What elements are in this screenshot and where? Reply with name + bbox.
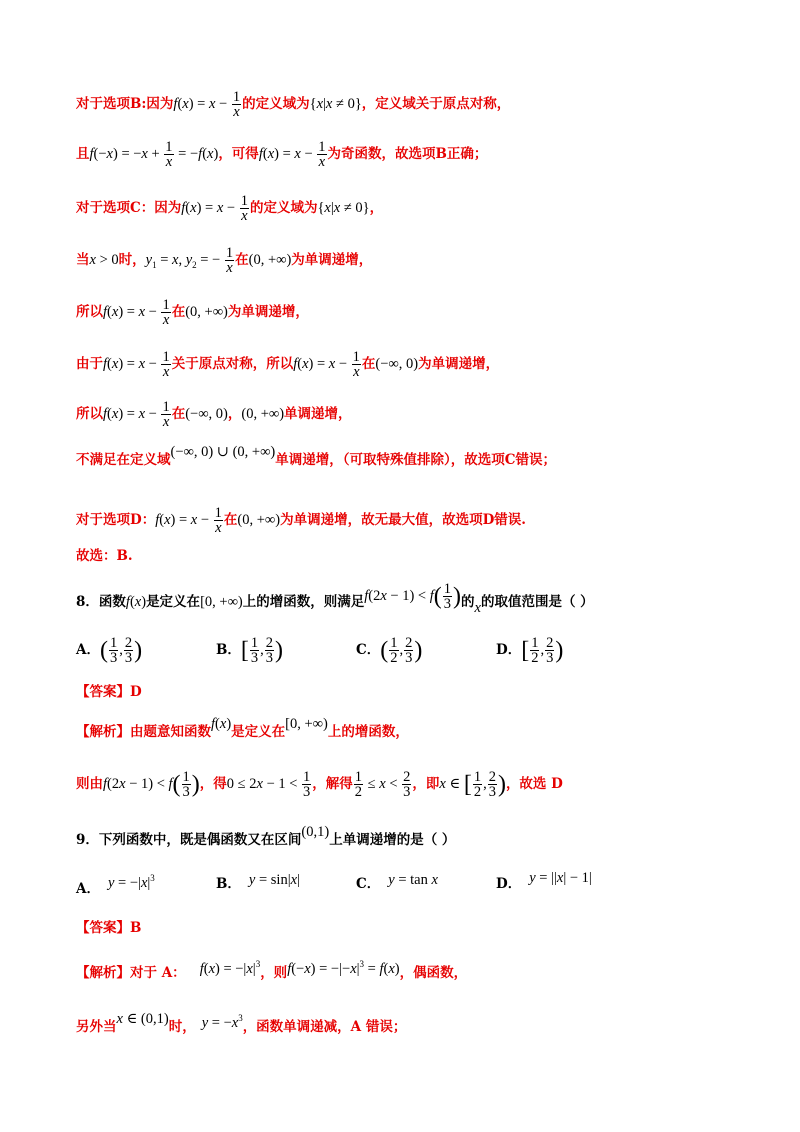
math-formula: f(x) = x − $\frac{1}{x}$	[103, 297, 170, 328]
question-8-option-c: C．( $\frac{1}{2}$ , $\frac{2}{3}$ )	[356, 635, 423, 666]
math-formula: (−∞, 0) ∪ (0, +∞)	[170, 444, 276, 460]
math-formula: $y_1 = x$, $y_2$ = − $\frac{1}{x}$	[145, 245, 234, 276]
question-9-stem: 9．下列函数中，既是偶函数又在区间(0,1)上单调递增的是（ ）	[76, 824, 456, 848]
math-formula: f(x) = x − $\frac{1}{x}$	[258, 139, 326, 170]
math-formula: 0 ≤ 2x − 1 < $\frac{1}{3}$	[226, 769, 311, 800]
text-line: 对于选项B:因为f(x) = x − $\frac{1}{x}$ 的定义域为{x|x ≠ 0}，定义域关于原点对称，	[76, 89, 511, 120]
text-line: 且f(−x) = −x + $\frac{1}{x}$ = −f(x)，可得f(x) = x − $\frac{1}{x}$ 为奇函数，故选项B正确；	[76, 139, 488, 170]
selection-line: 故选：B.	[76, 548, 133, 564]
math-formula: f(x) = x − $\frac{1}{x}$	[103, 399, 170, 430]
math-formula: $f(-x) = -|-x|^3 = f(x)$	[287, 959, 400, 977]
question-9-option-d: D． y = ||x| − 1|	[496, 870, 592, 892]
math-formula: x ∈ [ $\frac{1}{2}$ , $\frac{2}{3}$ )	[439, 769, 506, 800]
math-formula: f(x) = x − $\frac{1}{x}$	[155, 505, 222, 536]
question-9-option-a: A． $y = -|x|^3$	[76, 873, 155, 897]
question-8-analysis: 【解析】由题意知函数f(x)是定义在[0, +∞)上的增函数，	[76, 716, 409, 740]
math-formula: (−∞, 0)	[375, 355, 419, 372]
math-formula: f(2x − 1) < f( $\frac{1}{3}$ )	[103, 769, 200, 800]
math-formula: (−∞, 0)	[185, 405, 228, 422]
math-formula: f(x) = x − $\frac{1}{x}$	[181, 193, 248, 224]
math-formula: f(2x − 1) < f( $\frac{1}{3}$ )	[364, 581, 462, 612]
math-formula: f(x)	[211, 716, 232, 732]
text-line: 所以f(x) = x − $\frac{1}{x}$ 在(−∞, 0)，(0, +∞)单调递增，	[76, 399, 352, 430]
text-line: 当x > 0时，$y_1 = x$, $y_2$ = − $\frac{1}{x}$ 在(0, +∞)为单调递增，	[76, 245, 373, 276]
text-line: 不满足在定义域(−∞, 0) ∪ (0, +∞)单调递增，（可取特殊值排除），故选项C错误；	[76, 444, 556, 468]
math-formula: (0, +∞)	[248, 251, 292, 268]
math-formula: x	[474, 599, 481, 616]
math-formula: (0, +∞)	[237, 511, 281, 528]
math-formula: x > 0	[89, 251, 119, 268]
question-9-analysis: 【解析】对于 A： $f(x) = -|x|^3$，则$f(-x) = -|-x|^3 = f(x)$，偶函数，	[76, 959, 468, 981]
math-formula: [0, +∞)	[200, 593, 243, 610]
math-formula: x ∈ (0,1)	[116, 1010, 169, 1027]
math-formula: f(−x) = −x + $\frac{1}{x}$ = −f(x)	[89, 139, 219, 170]
math-formula: (0, +∞)	[185, 303, 228, 320]
math-formula: f(x)	[125, 593, 147, 610]
math-formula: {x|x ≠ 0}	[309, 95, 362, 112]
math-formula: [0, +∞)	[285, 716, 328, 732]
question-9-option-c: C． y = tan x	[356, 872, 438, 892]
math-formula: $f(x) = -|x|^3$	[199, 959, 261, 977]
math-formula: f(x) = x − $\frac{1}{x}$	[173, 89, 241, 120]
math-formula: $\frac{1}{2}$ ≤ x < $\frac{2}{3}$	[354, 769, 411, 800]
question-9-option-b: B． y = sin|x|	[216, 872, 300, 892]
text-line: 对于选项C：因为f(x) = x − $\frac{1}{x}$ 的定义域为{x|x ≠ 0}，	[76, 193, 384, 224]
question-8-option-a: A．( $\frac{1}{3}$ , $\frac{2}{3}$ )	[76, 635, 143, 666]
question-8-stem: 8．函数f(x)是定义在[0, +∞)上的增函数，则满足f(2x − 1) < f( $\frac{1}{3}$ )的x的取值范围是（ ）	[76, 581, 594, 616]
math-formula: (0,1)	[301, 824, 330, 840]
question-8-option-b: B．[ $\frac{1}{3}$ , $\frac{2}{3}$ )	[216, 635, 284, 666]
math-formula: f(x) = x − $\frac{1}{x}$	[103, 349, 170, 380]
question-8-analysis-2: 则由f(2x − 1) < f( $\frac{1}{3}$ )，得0 ≤ 2x − 1 < $\frac{1}{3}$ ，解得 $\frac{1}{2}$ ≤ x < $\frac{2}{3}$ ，即x ∈ [ $\frac{1}{2}$ , $\frac{2}{3}$ )，故选 D	[76, 769, 563, 800]
math-formula: {x|x ≠ 0}	[317, 199, 370, 216]
math-formula: f(x) = x − $\frac{1}{x}$	[293, 349, 360, 380]
question-9-answer: 【答案】B	[76, 920, 142, 936]
math-formula: $y = -x^3$	[201, 1013, 243, 1031]
question-8-answer: 【答案】D	[76, 684, 142, 700]
text-line: 所以f(x) = x − $\frac{1}{x}$ 在(0, +∞)为单调递增，	[76, 297, 309, 328]
math-formula: (0, +∞)	[241, 405, 285, 422]
question-9-analysis-2: 另外当x ∈ (0,1)时， $y = -x^3$，函数单调递减，A 错误；	[76, 1010, 407, 1035]
text-line: 由于f(x) = x − $\frac{1}{x}$ 关于原点对称，所以f(x) = x − $\frac{1}{x}$ 在(−∞, 0)为单调递增，	[76, 349, 500, 380]
question-8-option-d: D．[ $\frac{1}{2}$ , $\frac{2}{3}$ )	[496, 635, 564, 666]
text-line: 对于选项D：f(x) = x − $\frac{1}{x}$ 在(0, +∞)为单调递增，故无最大值，故选项D错误.	[76, 505, 527, 536]
